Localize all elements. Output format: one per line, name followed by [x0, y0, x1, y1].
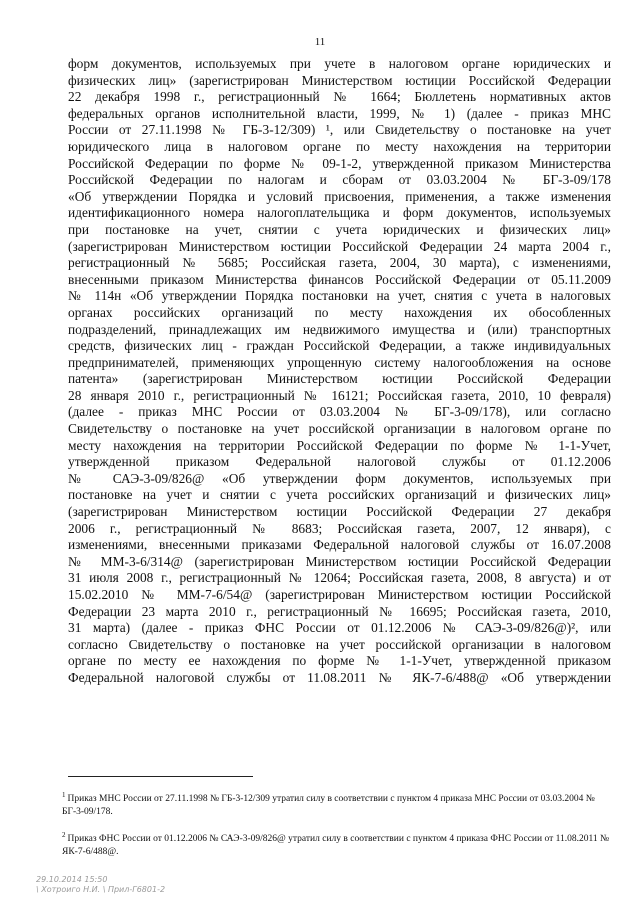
- footnote-2-text: Приказ ФНС России от 01.12.2006 № САЭ-3-09/826@ утратил силу в соответствии с пунктом 4 приказа ФНС России от 11.08.2011 № ЯК-7-6/488@.: [62, 834, 610, 857]
- body-line: 31 марта) (далее - приказ ФНС России от 01.12.2006 № САЭ-3-09/826@)², или: [68, 620, 611, 636]
- body-line: подразделений, принадлежащих им недвижимого имущества и (или) транспортных: [68, 321, 611, 337]
- body-line: России от 27.11.1998 № ГБ-3-12/309) ¹, или Свидетельству о постановке на учет: [68, 122, 611, 138]
- body-line: регистрационный № 5685; Российская газета, 2004, 30 марта), с изменениями,: [68, 255, 611, 271]
- body-line: средств, физических лиц - граждан Российской Федерации, а также индивидуальных: [68, 338, 611, 354]
- footnote-1: [62, 790, 615, 819]
- print-stamp-file: \ Хотроиго Н.И. \ Прил-Г6801-2: [36, 885, 166, 894]
- footnote-2-mark: 2: [62, 830, 66, 839]
- body-line: (далее - приказ МНС России от 03.03.2004 № БГ-3-09/178), или согласно: [68, 404, 611, 420]
- body-line: юридического лица в налоговом органе по месту нахождения на территории: [68, 138, 611, 154]
- body-line: постановке на учет и снятии с учета российских организаций и физических лиц»: [68, 487, 611, 503]
- footnote-2: [62, 830, 615, 859]
- footnote-1-text: Приказ МНС России от 27.11.1998 № ГБ-3-12/309 утратил силу в соответствии с пунктом 4 приказа МНС России от 03.03.2004 № БГ-3-09/178.: [62, 794, 595, 817]
- body-line: (зарегистрирован Министерством юстиции Российской Федерации 27 декабря: [68, 504, 611, 520]
- body-line: 31 июля 2008 г., регистрационный № 12064; Российская газета, 2008, 8 августа) и от: [68, 570, 611, 586]
- body-line: № ММ-3-6/314@ (зарегистрирован Министерством юстиции Российской Федерации: [68, 553, 611, 569]
- body-line: согласно Свидетельству о постановке на учет российской организации в налоговом: [68, 636, 611, 652]
- body-line: предпринимателей, применяющих упрощенную систему налогообложения на основе: [68, 354, 611, 370]
- body-line: федеральных органов исполнительной власти, 1999, № 1) (далее - приказ МНС: [68, 105, 611, 121]
- body-line: № САЭ-3-09/826@ «Об утверждении форм документов, используемых при: [68, 470, 611, 486]
- body-text: [68, 56, 611, 687]
- footnote-divider: [68, 776, 253, 777]
- body-line: органе по месту ее нахождения по форме № 1-1-Учет, утвержденной приказом: [68, 653, 611, 669]
- body-line: идентификационного номера налогоплательщика и форм документов, используемых: [68, 205, 611, 221]
- page-number: 11: [314, 36, 326, 48]
- body-line: Федерации 23 марта 2010 г., регистрационный № 16695; Российская газета, 2010,: [68, 603, 611, 619]
- body-line: утвержденной приказом Федеральной налоговой службы от 01.12.2006: [68, 454, 611, 470]
- body-line: форм документов, используемых при учете в налоговом органе юридических и: [68, 56, 611, 71]
- body-line: Свидетельству о постановке на учет российской организации в налоговом органе по: [68, 421, 611, 437]
- print-stamp-date: 29.10.2014 15:50: [36, 875, 108, 884]
- body-line: «Об утверждении Порядка и условий присвоения, применения, а также изменения: [68, 188, 611, 204]
- body-line: 15.02.2010 № ММ-7-6/54@ (зарегистрирован Министерством юстиции Российской: [68, 587, 611, 602]
- body-line: 2006 г., регистрационный № 8683; Российская газета, 2007, 12 января), с: [68, 520, 611, 536]
- body-line: изменениями, внесенными приказами Федеральной налоговой службы от 16.07.2008: [68, 537, 611, 553]
- body-line: месту нахождения на территории Российской Федерации по форме № 1-1-Учет,: [68, 437, 611, 453]
- body-line: при постановке на учет, снятии с учета юридических и физических лиц»: [68, 221, 611, 237]
- footnote-1-mark: 1: [62, 790, 66, 799]
- body-line: органах российских организаций по месту нахождения их обособленных: [68, 304, 611, 320]
- body-line: внесенными приказом Министерства финансов Российской Федерации от 05.11.2009: [68, 271, 611, 287]
- body-line: Федеральной налоговой службы от 11.08.2011 № ЯК-7-6/488@ «Об утверждении: [68, 669, 611, 685]
- body-line: 22 декабря 1998 г., регистрационный № 1664; Бюллетень нормативных актов: [68, 89, 611, 105]
- body-line: (зарегистрирован Министерством юстиции Российской Федерации 24 марта 2004 г.,: [68, 238, 611, 254]
- body-line: патента» (зарегистрирован Министерством юстиции Российской Федерации: [68, 371, 611, 387]
- body-line: физических лиц» (зарегистрирован Министерством юстиции Российской Федерации: [68, 72, 611, 88]
- body-line: № 114н «Об утверждении Порядка постановки на учет, снятия с учета в налоговых: [68, 288, 611, 304]
- body-line: Российской Федерации по налогам и сборам от 03.03.2004 № БГ-3-09/178: [68, 172, 611, 188]
- body-line: 28 января 2010 г., регистрационный № 16121; Российская газета, 2010, 10 февраля): [68, 387, 611, 403]
- body-line: Российской Федерации по форме № 09-1-2, утвержденной приказом Министерства: [68, 155, 611, 171]
